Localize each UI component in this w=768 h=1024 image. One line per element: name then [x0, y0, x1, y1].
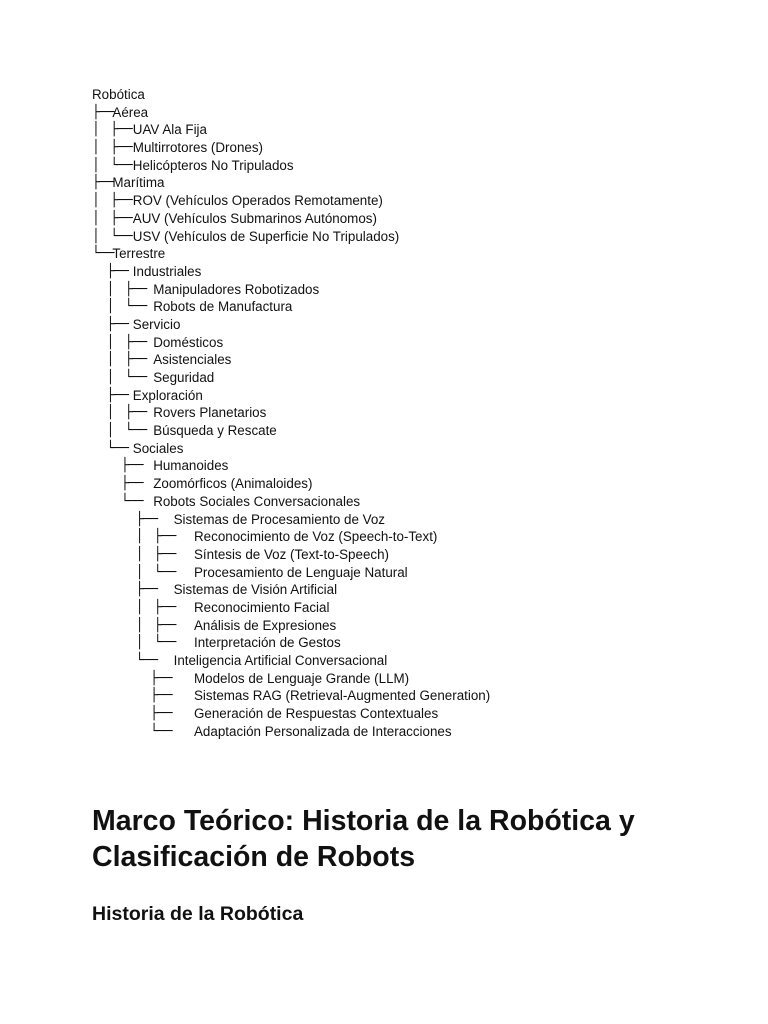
- tree-branch-guide: │ ├──: [92, 281, 151, 297]
- tree-node-label: Servicio: [132, 316, 181, 332]
- tree-branch-guide: ├──: [92, 458, 147, 474]
- tree-branch-guide: │ ├──: [92, 617, 180, 633]
- tree-branch-guide: └──: [92, 440, 133, 456]
- tree-branch-guide: │ └──: [92, 157, 136, 173]
- tree-node-label: Domésticos: [153, 334, 224, 350]
- tree-branch-guide: ├──: [92, 175, 118, 191]
- tree-branch-guide: │ ├──: [92, 529, 180, 545]
- tree-node-label: Marítima: [112, 175, 165, 191]
- tree-branch-guide: ├──: [92, 387, 133, 403]
- tree-node-label: Adaptación Personalizada de Interacciones: [194, 723, 452, 739]
- tree-node-label: Reconocimiento de Voz (Speech-to-Text): [194, 529, 438, 545]
- tree-branch-guide: │ ├──: [92, 193, 136, 209]
- tree-branch-guide: │ ├──: [92, 140, 136, 156]
- tree-node-label: Búsqueda y Rescate: [153, 423, 277, 439]
- tree-branch-guide: ├──: [92, 582, 162, 598]
- tree-node-label: Generación de Respuestas Contextuales: [194, 706, 439, 722]
- tree-node-label: Helicópteros No Tripulados: [132, 157, 294, 173]
- tree-node-label: Sistemas RAG (Retrieval-Augmented Generation): [194, 688, 491, 704]
- tree-branch-guide: └──: [92, 246, 118, 262]
- tree-node-label: Modelos de Lenguaje Grande (LLM): [194, 670, 410, 686]
- tree-branch-guide: │ ├──: [92, 352, 151, 368]
- tree-node-label: Seguridad: [153, 370, 215, 385]
- tree-node-label: Reconocimiento Facial: [194, 599, 330, 615]
- tree-branch-guide: └──: [92, 723, 176, 739]
- tree-node-label: USV (Vehículos de Superficie No Tripulados): [132, 228, 400, 244]
- tree-node-label: Manipuladores Robotizados: [153, 281, 320, 297]
- tree-branch-guide: └──: [92, 653, 162, 668]
- tree-node-label: Sistemas de Visión Artificial: [173, 582, 338, 598]
- tree-node-label: ROV (Vehículos Operados Remotamente): [132, 193, 383, 209]
- tree-branch-guide: ├──: [92, 688, 176, 704]
- tree-node-label: Sociales: [132, 440, 184, 456]
- tree-branch-guide: │ └──: [92, 299, 151, 315]
- tree-node-label: Robots de Manufactura: [153, 299, 293, 315]
- tree-node-label: Rovers Planetarios: [153, 405, 267, 421]
- tree-node-label: Procesamiento de Lenguaje Natural: [194, 564, 408, 580]
- section-heading: Historia de la Robótica: [92, 903, 304, 925]
- tree-node-label: Terrestre: [112, 246, 166, 262]
- tree-branch-guide: │ └──: [92, 228, 136, 244]
- tree-branch-guide: │ ├──: [92, 210, 136, 226]
- page-title: Marco Teórico: Historia de la Robótica y Clasificación de Robots: [92, 805, 635, 873]
- tree-branch-guide: │ ├──: [92, 599, 180, 615]
- tree-node-label: Asistenciales: [153, 352, 232, 368]
- tree-branch-guide: └──: [92, 493, 147, 509]
- tree-branch-guide: ├──: [92, 263, 133, 279]
- tree-node-label: Inteligencia Artificial Conversacional: [173, 653, 388, 668]
- tree-node-label: Síntesis de Voz (Text-to-Speech): [194, 546, 389, 562]
- tree-node-label: Zoomórficos (Animaloides): [153, 476, 313, 492]
- tree-branch-guide: ├──: [92, 104, 118, 120]
- tree-node-label: Industriales: [132, 263, 202, 279]
- tree-branch-guide: ├──: [92, 511, 162, 527]
- tree-node-label: UAV Ala Fija: [132, 122, 207, 138]
- tree-branch-guide: │ └──: [92, 423, 151, 439]
- tree-node-label: Multirrotores (Drones): [132, 140, 264, 156]
- tree-node-label: Humanoides: [153, 458, 229, 474]
- tree-node-label: Exploración: [132, 387, 203, 403]
- tree-branch-guide: ├──: [92, 706, 176, 722]
- tree-node-label: Robótica: [92, 87, 145, 102]
- tree-branch-guide: ├──: [92, 476, 147, 492]
- tree-node-label: Sistemas de Procesamiento de Voz: [173, 511, 385, 527]
- tree-branch-guide: │ ├──: [92, 546, 180, 562]
- tree-branch-guide: ├──: [92, 670, 176, 686]
- tree-node-label: Análisis de Expresiones: [194, 617, 337, 633]
- tree-branch-guide: │ ├──: [92, 405, 151, 421]
- tree-branch-guide: │ ├──: [92, 334, 151, 350]
- tree-branch-guide: │ └──: [92, 564, 180, 580]
- tree-node-label: AUV (Vehículos Submarinos Autónomos): [132, 210, 377, 226]
- tree-node-label: Interpretación de Gestos: [194, 635, 341, 651]
- tree-branch-guide: │ └──: [92, 370, 151, 385]
- tree-node-label: Aérea: [112, 104, 149, 120]
- tree-branch-guide: │ ├──: [92, 122, 136, 138]
- tree-branch-guide: │ └──: [92, 635, 180, 651]
- tree-node-label: Robots Sociales Conversacionales: [153, 493, 361, 509]
- tree-branch-guide: ├──: [92, 316, 133, 332]
